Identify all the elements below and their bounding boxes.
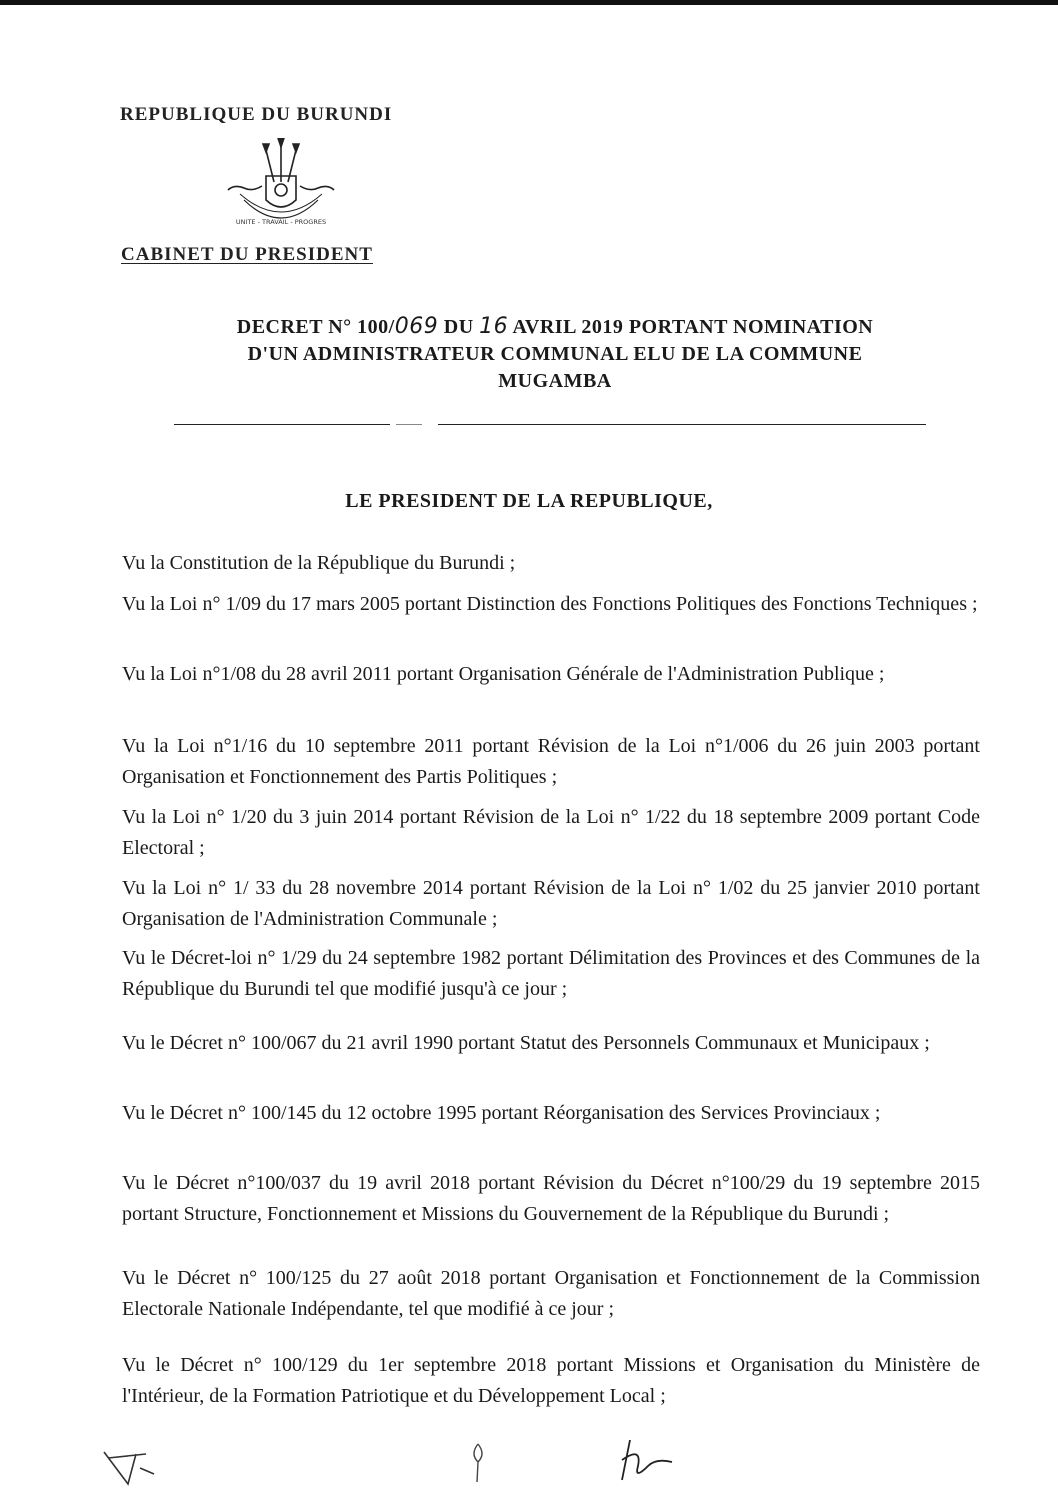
cabinet-heading: CABINET DU PRESIDENT bbox=[121, 244, 373, 265]
title-separator-dash bbox=[396, 424, 422, 425]
scan-top-border bbox=[0, 0, 1058, 5]
visa-paragraph: Vu la Loi n° 1/ 33 du 28 novembre 2014 portant Révision de la Loi n° 1/02 du 25 janvier 2010 portant Organisation de l'Administration Communale ; bbox=[122, 877, 980, 930]
decree-title-line1 bbox=[130, 313, 980, 341]
emblem-motto: UNITE - TRAVAIL - PROGRES bbox=[235, 218, 327, 226]
visa-paragraph: Vu le Décret n° 100/125 du 27 août 2018 portant Organisation et Fonctionnement de la Commission Electorale Nationale Indépendante, tel que modifié à ce jour ; bbox=[122, 1267, 980, 1320]
visa-paragraph: Vu la Loi n° 1/20 du 3 juin 2014 portant Révision de la Loi n° 1/22 du 18 septembre 2009 portant Code Electoral ; bbox=[122, 806, 980, 859]
initial-mark-right bbox=[612, 1436, 682, 1486]
decree-title bbox=[130, 313, 980, 395]
decree-title-line2: D'UN ADMINISTRATEUR COMMUNAL ELU DE LA COMMUNE bbox=[247, 343, 863, 365]
visa-paragraph: Vu le Décret n°100/037 du 19 avril 2018 portant Révision du Décret n°100/29 du 19 septembre 2015 portant Structure, Fonctionnement et Missions du Gouvernement de la République du Burundi ; bbox=[122, 1172, 980, 1225]
visa-paragraph: Vu le Décret n° 100/129 du 1er septembre 2018 portant Missions et Organisation du Ministère de l'Intérieur, de la Formation Patriotique et du Développement Local ; bbox=[122, 1354, 980, 1407]
initial-mark-left bbox=[100, 1444, 160, 1490]
visa-paragraph: Vu la Constitution de la République du Burundi ; bbox=[122, 552, 516, 574]
decree-number-handwritten: 069 bbox=[394, 314, 439, 339]
visa-paragraph: Vu le Décret n° 100/145 du 12 octobre 1995 portant Réorganisation des Services Provinciaux ; bbox=[122, 1102, 881, 1124]
visa-paragraph: Vu la Loi n°1/08 du 28 avril 2011 portant Organisation Générale de l'Administration Publique ; bbox=[122, 663, 885, 685]
visa-paragraph: Vu le Décret-loi n° 1/29 du 24 septembre 1982 portant Délimitation des Provinces et des Communes de la République du Burundi tel que modifié jusqu'à ce jour ; bbox=[122, 947, 980, 1000]
initial-mark-center bbox=[466, 1442, 490, 1484]
title-separator-right bbox=[438, 424, 926, 425]
coat-of-arms-emblem bbox=[222, 138, 340, 236]
decree-prefix: DECRET N° 100/ bbox=[236, 316, 395, 338]
president-heading: LE PRESIDENT DE LA REPUBLIQUE, bbox=[345, 490, 713, 512]
visa-paragraph: Vu la Loi n° 1/09 du 17 mars 2005 portant Distinction des Fonctions Politiques des Fonctions Techniques ; bbox=[122, 593, 978, 615]
republic-heading: REPUBLIQUE DU BURUNDI bbox=[120, 104, 393, 125]
decree-line1-rest: AVRIL 2019 PORTANT NOMINATION bbox=[512, 316, 874, 338]
decree-day-handwritten: 16 bbox=[479, 314, 509, 339]
title-separator-left bbox=[174, 424, 390, 425]
visa-paragraph: Vu la Loi n°1/16 du 10 septembre 2011 portant Révision de la Loi n°1/006 du 26 juin 2003 portant Organisation et Fonctionnement des Partis Politiques ; bbox=[122, 735, 980, 788]
decree-du: DU bbox=[443, 316, 474, 338]
decree-title-line3: MUGAMBA bbox=[498, 370, 612, 392]
visa-paragraph: Vu le Décret n° 100/067 du 21 avril 1990 portant Statut des Personnels Communaux et Municipaux ; bbox=[122, 1032, 930, 1054]
